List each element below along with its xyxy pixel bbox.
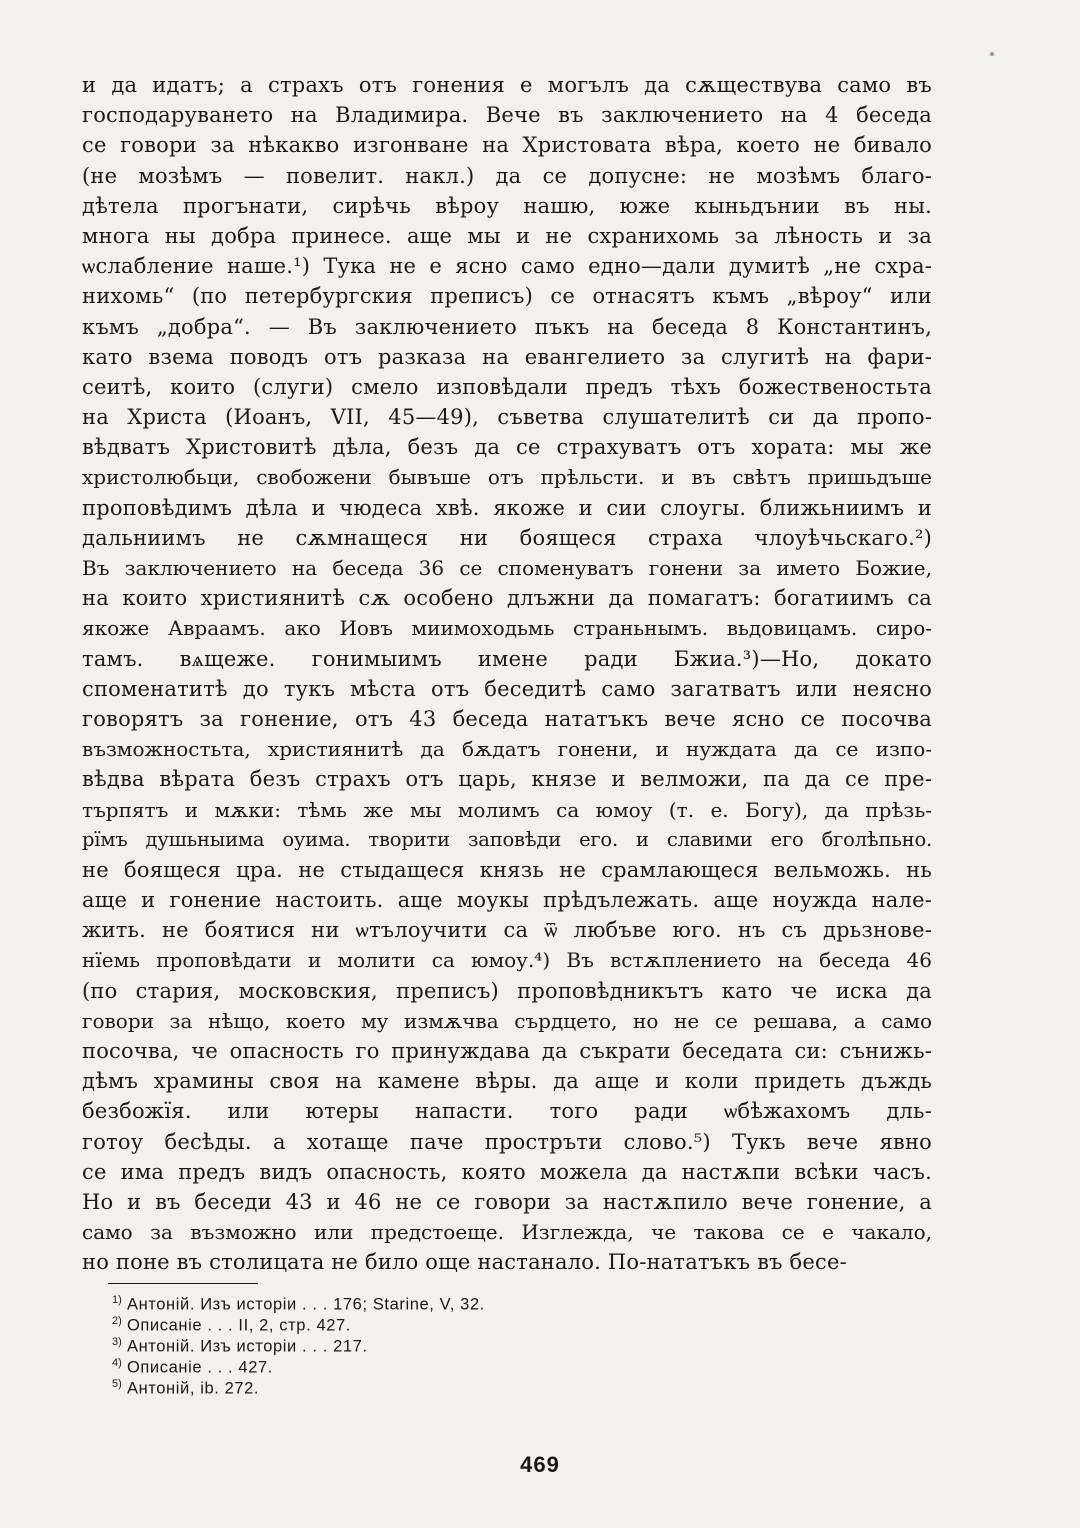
text-line: готоу бесѣды. а хотаще паче простръти слово.⁵) Тукъ вече явно (82, 1129, 932, 1154)
footnote-mark: 4) (112, 1357, 122, 1369)
page-number: 469 (520, 1452, 560, 1477)
text-line: къмъ „добра“. — Въ заключението пъкъ на беседа 8 Константинъ, (82, 314, 932, 339)
text-line: говорятъ за гонение, отъ 43 беседа нататъкъ вече ясно се посочва (82, 706, 932, 731)
footnote-text: Антоній, ib. 272. (121, 1379, 260, 1398)
text-line: проповѣдимъ дѣла и чюдеса хвѣ. якоже и сии слоугы. ближьниимъ и (82, 495, 932, 520)
text-line: възможностьта, християнитѣ да бѫдатъ гонени, и нуждата да се изпо- (82, 737, 932, 762)
text-line: но поне въ столицата не било още настанало. По-нататъкъ въ бесе- (82, 1250, 847, 1275)
footnote-text: Описаніе . . . II, 2, стр. 427. (121, 1316, 351, 1335)
text-line: само за възможно или предстоеще. Изглежда, че такова се е чакало, (82, 1220, 932, 1245)
footnote-divider (108, 1283, 258, 1284)
paper-speck (990, 52, 994, 56)
text-line: като взема поводъ отъ разказа на евангелието за слугитѣ на фари- (82, 344, 932, 369)
text-line: рїмъ душьныима оуима. творити заповѣди его. и славими его бголѣпьно. (82, 827, 932, 851)
text-line: дальниимъ не сѫмнащеся ни боящеся страха члоуѣчьскаго.²) (82, 525, 932, 550)
footnote (112, 1353, 812, 1377)
text-line: ѡслабление наше.¹) Тука не е ясно само едно—дали думитѣ „не схра- (82, 254, 932, 279)
text-line: нихомь“ (по петербургския преписъ) се отнасятъ къмъ „вѣроу“ или (82, 284, 932, 309)
text-line: и да идатъ; а страхъ отъ гонения е могълъ да сѫществува само въ (82, 73, 932, 97)
text-line: господаруването на Владимира. Вече въ заключението на 4 беседа (82, 103, 932, 128)
text-line: тамъ. вѧщеже. гонимыимъ имене ради Бжиа.³)—Но, докато (82, 646, 932, 671)
footnote-text: Антоній. Изъ исторіи . . . 217. (121, 1337, 368, 1356)
text-line: се има предъ видъ опасность, която можела да настѫпи всѣки часъ. (82, 1159, 932, 1184)
footnote (112, 1332, 812, 1356)
text-line: якоже Авраамъ. ако Иовъ миимоходьмь страньнымъ. вьдовицамъ. сиро- (82, 616, 932, 641)
text-line: христолюбьци, свобожени бывъше отъ прѣльсти. и въ свѣтъ пришьдъше (82, 465, 932, 490)
main-text (82, 70, 932, 1278)
footnote-mark: 3) (112, 1336, 122, 1348)
text-line: сеитѣ, които (слуги) смело изповѣдали предъ тѣхъ божественостьта (82, 374, 932, 399)
text-line: (не мозѣмъ — повелит. накл.) да се допусне: не мозѣмъ благо- (82, 163, 932, 188)
footnote-mark: 1) (112, 1294, 122, 1306)
footnote-mark: 2) (112, 1315, 122, 1327)
text-line: вѣдватъ Христовитѣ дѣла, безъ да се страхуватъ отъ хората: мы же (82, 435, 932, 460)
text-line: нїемь проповѣдати и молити са юмоу.⁴) Въ встѫплението на беседа 46 (82, 948, 932, 973)
footnote-mark: 5) (112, 1378, 122, 1390)
text-line: споменатитѣ до тукъ мѣста отъ беседитѣ само загатватъ или неясно (82, 676, 932, 701)
text-line: дѣмъ храмины своя на камене вѣры. да аще и коли придеть дъждь (82, 1069, 932, 1094)
text-line: търпятъ и мѫки: тѣмь же мы молимъ са юмоу (т. е. Богу), да прѣзь- (82, 797, 932, 822)
footnote (112, 1311, 812, 1335)
text-line: безбожїя. или ютеры напасти. того ради ѡбѣжахомъ дль- (82, 1099, 932, 1124)
text-line: говори за нѣщо, което му измѫчва сърдцето, но не се решава, а само (82, 1008, 932, 1033)
text-line: аще и гонение настоить. аще моукы прѣдълежать. аще ноужда нале- (82, 888, 932, 913)
text-line: се говори за нѣкакво изгонване на Христовата вѣра, което не бивало (82, 133, 932, 158)
text-line: Но и въ беседи 43 и 46 не се говори за настѫпило вече гонение, а (82, 1189, 932, 1214)
text-line: Въ заключението на беседа 36 се споменуватъ гонени за името Божие, (82, 556, 932, 580)
text-line: дѣтела прогънати, сирѣчь вѣроу нашю, юже кыньдънии въ ны. (82, 193, 932, 218)
footnote (112, 1374, 812, 1398)
footnotes (112, 1290, 812, 1398)
text-line: на Христа (Иоанъ, VII, 45—49), съветва слушателитѣ си да пропо- (82, 405, 932, 430)
text-line: многа ны добра принесе. аще мы и не схранихомь за лѣность и за (82, 223, 932, 248)
footnote-text: Описаніе . . . 427. (121, 1358, 273, 1377)
footnote-text: Антоній. Изъ исторіи . . . 176; Starine, V, 32. (121, 1295, 485, 1314)
text-line: вѣдва вѣрата безъ страхъ отъ царь, князе и велможи, па да се пре- (82, 767, 932, 792)
text-line: (по стария, московския, преписъ) проповѣдникътъ като че иска да (82, 978, 932, 1003)
text-line: посочва, че опасность го принуждава да съкрати беседата си: сънижь- (82, 1039, 932, 1063)
text-line: жить. не боятися ни ѡтълоучити са ѿ любъве юго. нъ съ дрьзнове- (82, 918, 932, 943)
text-line: не боящеся цра. не стыдащеся князь не срамлающеся вельможь. нь (82, 857, 932, 882)
footnote (112, 1290, 812, 1314)
text-line: на които християнитѣ сѫ особено длъжни да помагатъ: богатиимъ са (82, 586, 932, 611)
